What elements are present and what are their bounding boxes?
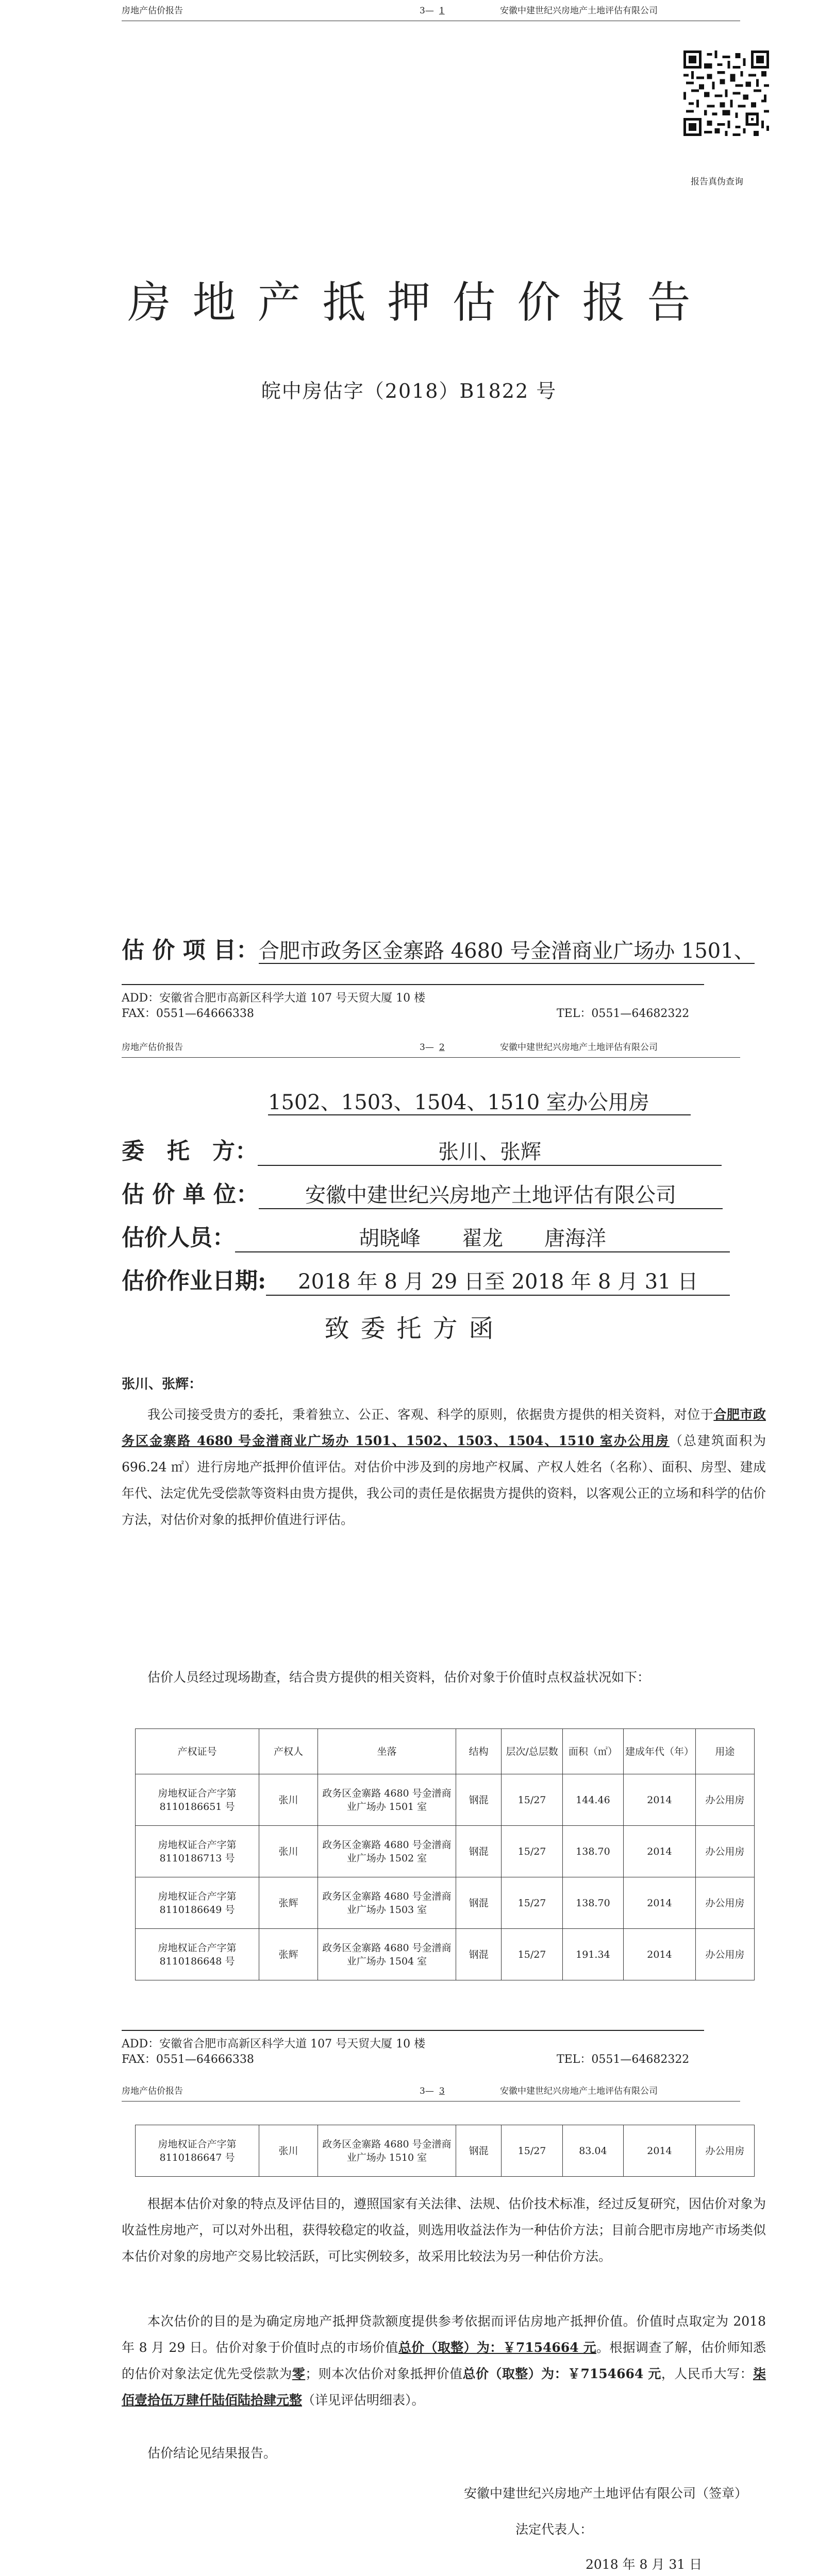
table-cell: 张辉 bbox=[259, 1877, 318, 1929]
table-cell: 房地权证合产字第 8110186649 号 bbox=[136, 1877, 259, 1929]
client-field bbox=[122, 1132, 722, 1166]
table-cell: 钢混 bbox=[456, 1826, 502, 1877]
footer-address: ADD：安徽省合肥市高新区科学大道 107 号天贸大厦 10 楼 bbox=[122, 2038, 426, 2050]
page-header bbox=[122, 3, 740, 19]
table-cell: 15/27 bbox=[502, 1826, 562, 1877]
date-field bbox=[122, 1262, 730, 1296]
letter-salutation: 张川、张辉： bbox=[122, 1377, 203, 1392]
table-cell: 办公用房 bbox=[695, 1877, 754, 1929]
staff-value: 胡晓峰 翟龙 唐海洋 bbox=[235, 1222, 730, 1252]
table-cell: 2014 bbox=[624, 2125, 696, 2177]
table-cell: 138.70 bbox=[562, 1877, 623, 1929]
header-rule bbox=[122, 1057, 740, 1058]
unit-label: 估 价 单 位： bbox=[122, 1181, 259, 1208]
footer-tel: TEL：0551—64682322 bbox=[557, 2053, 690, 2066]
table-cell: 2014 bbox=[624, 1774, 696, 1826]
letter-paragraph-3: 根据本估价对象的特点及评估目的，遵照国家有关法律、法规、估价技术标准，经过反复研究，因估价对象为收益性房地产，可以对外出租，获得较稳定的收益，则选用收益法作为一种估价方法；目前合肥市房地产市场类似本估价对象的房地产交易比较活跃，可比实例较多，故采用比较法为另一种估价方法。 bbox=[122, 2196, 766, 2264]
header-company: 安徽中建世纪兴房地产土地评估有限公司 bbox=[500, 1042, 658, 1053]
letter-paragraph-4: 本次估价的目的是为确定房地产抵押贷款额度提供参考依据而评估房地产抵押价值。价值时点取定为 2018 年 8 月 29 日。估价对象于价值时点的市场价值总价（取整）为：￥7154664 元。根据调查了解，估价师知悉的估价对象法定优先受偿款为零；则本次估价对象抵押价值总价（取整）为：￥7154664 元，人民币大写：柒佰壹拾伍万肆仟陆佰陆拾肆元整（详见评估明细表）。 bbox=[122, 2314, 766, 2408]
table-header: 面积（㎡） bbox=[562, 1729, 623, 1774]
date-value: 2018 年 8 月 29 日至 2018 年 8 月 31 日 bbox=[266, 1265, 730, 1296]
table-cell: 办公用房 bbox=[695, 2125, 754, 2177]
table-header: 建成年代（年） bbox=[624, 1729, 696, 1774]
table-header: 层次/总层数 bbox=[502, 1729, 562, 1774]
project-value-line-2: 1502、1503、1504、1510 室办公用房 bbox=[268, 1091, 691, 1115]
footer-address: ADD：安徽省合肥市高新区科学大道 107 号天贸大厦 10 楼 bbox=[122, 992, 426, 1005]
qr-code-icon bbox=[683, 50, 769, 136]
table-row bbox=[136, 1929, 755, 1980]
staff-label: 估价人员： bbox=[122, 1225, 235, 1251]
table-row bbox=[136, 1826, 755, 1877]
project-field-continued bbox=[268, 1086, 732, 1115]
table-cell: 房地权证合产字第 8110186713 号 bbox=[136, 1826, 259, 1877]
table-cell: 2014 bbox=[624, 1929, 696, 1980]
table-header: 结构 bbox=[456, 1729, 502, 1774]
table-header-row bbox=[136, 1729, 755, 1774]
table-cell: 张川 bbox=[259, 1774, 318, 1826]
table-cell: 144.46 bbox=[562, 1774, 623, 1826]
header-page-number: 3— 1 bbox=[420, 6, 445, 16]
table-cell: 办公用房 bbox=[695, 1774, 754, 1826]
table-cell: 办公用房 bbox=[695, 1826, 754, 1877]
qr-note: 报告真伪查询 bbox=[691, 177, 743, 187]
table-cell: 政务区金寨路 4680 号金潽商业广场办 1503 室 bbox=[318, 1877, 456, 1929]
unit-field bbox=[122, 1176, 723, 1209]
header-title: 房地产估价报告 bbox=[122, 1042, 183, 1053]
project-field bbox=[122, 931, 766, 964]
report-title: 房地产抵押估价报告 bbox=[127, 277, 712, 328]
table-cell: 房地权证合产字第 8110186651 号 bbox=[136, 1774, 259, 1826]
table-cell: 政务区金寨路 4680 号金潽商业广场办 1501 室 bbox=[318, 1774, 456, 1826]
table-row bbox=[136, 2125, 755, 2177]
page-header bbox=[122, 1040, 740, 1055]
table-cell: 办公用房 bbox=[695, 1929, 754, 1980]
table-cell: 15/27 bbox=[502, 1929, 562, 1980]
footer-rule bbox=[122, 2030, 704, 2031]
table-cell: 房地权证合产字第 8110186648 号 bbox=[136, 1929, 259, 1980]
table-header: 产权证号 bbox=[136, 1729, 259, 1774]
header-title: 房地产估价报告 bbox=[122, 6, 183, 16]
table-cell: 钢混 bbox=[456, 2125, 502, 2177]
unit-value: 安徽中建世纪兴房地产土地评估有限公司 bbox=[259, 1179, 723, 1209]
property-table-continued bbox=[135, 2125, 755, 2177]
table-cell: 钢混 bbox=[456, 1774, 502, 1826]
table-cell: 政务区金寨路 4680 号金潽商业广场办 1504 室 bbox=[318, 1929, 456, 1980]
staff-field bbox=[122, 1219, 730, 1252]
table-cell: 83.04 bbox=[562, 2125, 623, 2177]
header-company: 安徽中建世纪兴房地产土地评估有限公司 bbox=[500, 6, 658, 16]
table-cell: 138.70 bbox=[562, 1826, 623, 1877]
date-label: 估价作业日期: bbox=[122, 1268, 266, 1294]
signature-company: 安徽中建世纪兴房地产土地评估有限公司（签章） bbox=[464, 2486, 748, 2501]
table-row bbox=[136, 1877, 755, 1929]
signature-date: 2018 年 8 月 31 日 bbox=[586, 2557, 703, 2572]
letter-title: 致委托方函 bbox=[324, 1314, 505, 1343]
table-cell: 钢混 bbox=[456, 1929, 502, 1980]
header-company: 安徽中建世纪兴房地产土地评估有限公司 bbox=[500, 2086, 658, 2096]
table-cell: 15/27 bbox=[502, 1774, 562, 1826]
footer-fax: FAX：0551—64666338 bbox=[122, 1007, 254, 1020]
project-value-line-1: 合肥市政务区金寨路 4680 号金潽商业广场办 1501、 bbox=[258, 939, 755, 963]
header-title: 房地产估价报告 bbox=[122, 2086, 183, 2096]
table-cell: 张川 bbox=[259, 1826, 318, 1877]
table-cell: 15/27 bbox=[502, 1877, 562, 1929]
header-page-number: 3— 2 bbox=[420, 1042, 445, 1053]
table-cell: 房地权证合产字第 8110186647 号 bbox=[136, 2125, 259, 2177]
table-cell: 张辉 bbox=[259, 1929, 318, 1980]
table-cell: 2014 bbox=[624, 1877, 696, 1929]
footer-rule bbox=[122, 984, 704, 985]
report-number: 皖中房估字（2018）B1822 号 bbox=[261, 380, 557, 402]
table-cell: 191.34 bbox=[562, 1929, 623, 1980]
client-label: 委 托 方： bbox=[122, 1138, 258, 1164]
letter-paragraph-5: 估价结论见结果报告。 bbox=[147, 2446, 277, 2461]
table-header: 坐落 bbox=[318, 1729, 456, 1774]
table-header: 产权人 bbox=[259, 1729, 318, 1774]
table-row bbox=[136, 1774, 755, 1826]
client-value: 张川、张辉 bbox=[258, 1136, 722, 1166]
qr-code[interactable] bbox=[683, 50, 769, 136]
table-cell: 2014 bbox=[624, 1826, 696, 1877]
table-cell: 15/27 bbox=[502, 2125, 562, 2177]
footer-tel: TEL：0551—64682322 bbox=[557, 1007, 690, 1020]
table-cell: 钢混 bbox=[456, 1877, 502, 1929]
footer-fax: FAX：0551—64666338 bbox=[122, 2053, 254, 2066]
table-cell: 政务区金寨路 4680 号金潽商业广场办 1502 室 bbox=[318, 1826, 456, 1877]
letter-paragraph-2: 估价人员经过现场勘查，结合贵方提供的相关资料，估价对象于价值时点权益状况如下： bbox=[147, 1670, 650, 1685]
header-page-number: 3— 3 bbox=[420, 2086, 445, 2096]
page-header bbox=[122, 2083, 740, 2099]
project-label: 估 价 项 目： bbox=[122, 937, 259, 963]
signature-representative: 法定代表人： bbox=[515, 2522, 593, 2537]
letter-paragraph-1: 我公司接受贵方的委托，秉着独立、公正、客观、科学的原则，依据贵方提供的相关资料，对位于合肥市政务区金寨路 4680 号金潽商业广场办 1501、1502、1503、1504、1510 室办公用房（总建筑面积为 696.24 ㎡）进行房地产抵押价值评估。对估价中涉及到的房地产权属、产权人姓名（名称）、面积、房型、建成年代、法定优先受偿款等资料由贵方提供，我公司的责任是依据贵方提供的资料，以客观公正的立场和科学的估价方法，对估价对象的抵押价值进行评估。 bbox=[122, 1407, 766, 1527]
table-header: 用途 bbox=[695, 1729, 754, 1774]
table-cell: 张川 bbox=[259, 2125, 318, 2177]
property-table bbox=[135, 1728, 755, 1980]
table-cell: 政务区金寨路 4680 号金潽商业广场办 1510 室 bbox=[318, 2125, 456, 2177]
header-rule bbox=[122, 2101, 740, 2102]
